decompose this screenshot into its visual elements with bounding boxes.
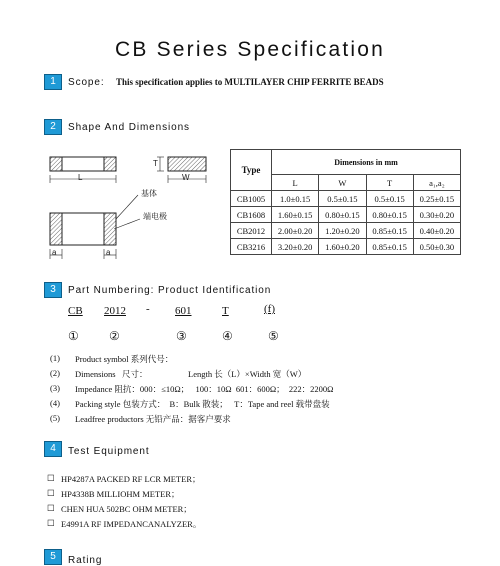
- pn-code-series: CB: [68, 305, 83, 317]
- cell-length: 1.0±0.15: [272, 191, 319, 207]
- desc-packing: Packing style 包装方式： B：Bulk 散装； T：Tape and reel 载带盘装: [75, 399, 330, 409]
- section-1-badge: 1: [44, 74, 62, 90]
- column-header: T: [366, 175, 413, 191]
- label-length: L: [78, 173, 83, 182]
- section-4-badge: 4: [44, 441, 62, 457]
- column-header: L: [272, 175, 319, 191]
- section-1-label: Scope:: [68, 77, 105, 88]
- cell-width: 1.20±0.20: [319, 223, 366, 239]
- desc-num: (2): [50, 368, 60, 378]
- test-equipment-item: CHEN HUA 502BC OHM METER；: [61, 504, 192, 514]
- cell-type: CB2012: [231, 223, 272, 239]
- test-equipment-item: HP4338B MILLIOHM METER；: [61, 489, 180, 499]
- dimensions-header: Dimensions in mm: [272, 150, 461, 175]
- pn-marker-4: ④: [222, 329, 233, 343]
- desc-dimensions: Dimensions 尺寸：: [75, 369, 148, 379]
- section-3-label: Part Numbering: Product Identification: [68, 285, 272, 296]
- desc-leadfree: Leadfree productors 无铅产品：据客户要求: [75, 414, 231, 424]
- desc-num: (1): [50, 353, 60, 363]
- checkbox-icon: ☐: [47, 503, 55, 513]
- cell-a: 0.40±0.20: [413, 223, 460, 239]
- desc-num: (3): [50, 383, 60, 393]
- cell-thickness: 0.85±0.15: [366, 223, 413, 239]
- pn-code-impedance: 601: [175, 305, 192, 317]
- column-header: a₁,a₂: [413, 175, 460, 191]
- page-title: CB Series Specification: [114, 38, 386, 61]
- test-equipment-item: HP4287A PACKED RF LCR METER；: [61, 474, 201, 484]
- section-2-label: Shape And Dimensions: [68, 122, 190, 133]
- cell-thickness: 0.5±0.15: [366, 191, 413, 207]
- section-5-label: Rating: [68, 555, 103, 566]
- chip-front-view: [50, 195, 140, 259]
- cell-type: CB1005: [231, 191, 272, 207]
- pn-marker-5: ⑤: [268, 329, 279, 343]
- section-2-badge: 2: [44, 119, 62, 135]
- chip-dimension-drawing: [30, 145, 225, 265]
- cell-a: 0.30±0.20: [413, 207, 460, 223]
- table-row: [231, 191, 461, 207]
- cell-thickness: 0.85±0.15: [366, 239, 413, 255]
- desc-num: (5): [50, 413, 60, 423]
- cell-type: CB1608: [231, 207, 272, 223]
- label-width: W: [182, 173, 190, 182]
- scope-text: This specification applies to MULTILAYER CHIP FERRITE BEADS: [116, 77, 384, 87]
- label-a2: a: [106, 248, 111, 257]
- table-row: [231, 239, 461, 255]
- annotation-terminal: 端电极: [143, 212, 167, 221]
- pn-code-leadfree: (f): [264, 303, 275, 315]
- pn-code-separator: -: [146, 303, 150, 315]
- cell-width: 1.60±0.20: [319, 239, 366, 255]
- cell-width: 0.5±0.15: [319, 191, 366, 207]
- dimensions-table: [230, 149, 461, 255]
- cell-width: 0.80±0.15: [319, 207, 366, 223]
- checkbox-icon: ☐: [47, 518, 55, 528]
- pn-marker-1: ①: [68, 329, 79, 343]
- desc-product-symbol: Product symbol 系列代号：: [75, 354, 174, 364]
- pn-code-dimension: 2012: [104, 305, 126, 317]
- type-header: Type: [231, 150, 272, 191]
- cell-a: 0.50±0.30: [413, 239, 460, 255]
- annotation-base: 基体: [141, 189, 157, 198]
- cell-length: 1.60±0.15: [272, 207, 319, 223]
- checkbox-icon: ☐: [47, 473, 55, 483]
- section-4-label: Test Equipment: [68, 446, 150, 457]
- cell-type: CB3216: [231, 239, 272, 255]
- cell-a: 0.25±0.15: [413, 191, 460, 207]
- section-3-badge: 3: [44, 282, 62, 298]
- pn-code-packing: T: [222, 305, 229, 317]
- label-a1: a: [52, 248, 57, 257]
- desc-dimensions-detail: Length 长（L）×Width 宽（W）: [188, 369, 307, 379]
- cell-length: 2.00±0.20: [272, 223, 319, 239]
- section-5-badge: 5: [44, 549, 62, 565]
- chip-top-view: [50, 157, 116, 183]
- cell-thickness: 0.80±0.15: [366, 207, 413, 223]
- desc-impedance: Impedance 阻抗：000：≤10Ω； 100：10Ω 601：600Ω； 222：2200Ω: [75, 384, 334, 394]
- pn-marker-3: ③: [176, 329, 187, 343]
- pn-marker-2: ②: [109, 329, 120, 343]
- table-row: [231, 207, 461, 223]
- test-equipment-item: E4991A RF IMPEDANCANALYZER。: [61, 519, 202, 529]
- desc-num: (4): [50, 398, 60, 408]
- label-thickness: T: [153, 159, 158, 168]
- column-header: W: [319, 175, 366, 191]
- cell-length: 3.20±0.20: [272, 239, 319, 255]
- table-row: [231, 223, 461, 239]
- checkbox-icon: ☐: [47, 488, 55, 498]
